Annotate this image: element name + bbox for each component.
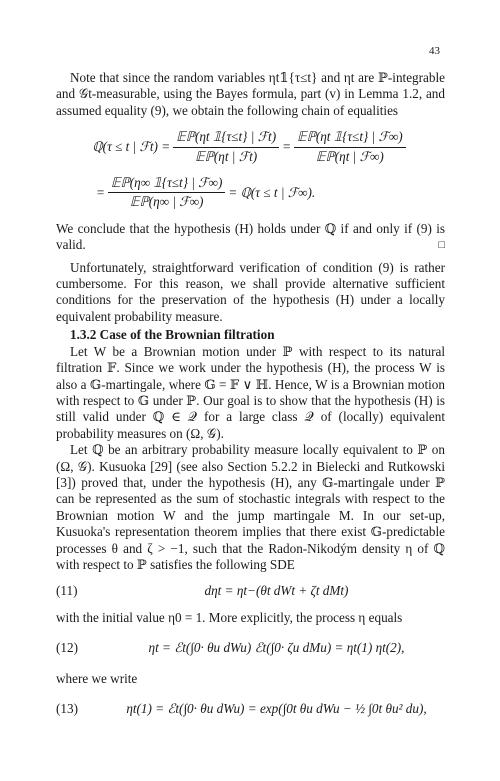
equation-body: ηt = ℰt(∫0· θu dWu) ℰt(∫0· ζu dMu) = ηt(1) ηt(2), [148, 640, 405, 656]
equation-11 [56, 583, 445, 599]
paragraph-bayes: Note that since the random variables ηt𝟙{τ≤t} and ηt are ℙ-integrable and 𝒢t-measurable, using the Bayes formula, part (v) in Lemma 1.2, and assumed equality (9), we obtain the following chain of equalities [56, 70, 445, 118]
page-body [56, 70, 445, 731]
qed-icon: □ [438, 239, 445, 252]
equation-number: (11) [56, 583, 78, 599]
equation-body: dηt = ηt−(θt dWt + ζt dMt) [204, 583, 349, 599]
fraction-denominator: 𝔼ℙ(ηt | ℱt) [195, 148, 258, 164]
paragraph-initial-value: with the initial value η0 = 1. More explicitly, the process η equals [56, 609, 403, 625]
fraction-numerator: 𝔼ℙ(ηt 𝟙{τ≤t} | ℱ∞) [294, 129, 406, 147]
eq-chain-fraction-2 [294, 129, 406, 165]
equation-chain-line-2 [56, 175, 445, 211]
eq-chain-fraction-1 [173, 129, 279, 165]
eq-chain-lead: = [96, 184, 105, 200]
paragraph-brownian: Let W be a Brownian motion under ℙ with respect to its natural filtration 𝔽. Since we work under the hypothesis (H), the process W is also a 𝔾-martingale, where 𝔾 = 𝔽 ∨ ℍ. Hence, W is a Brownian motion with respect to 𝔾 under ℙ. Our goal is to show that the hypothesis (H) is still valid under ℚ ∈ 𝒬 for a large class 𝒬 of (locally) equivalent probability measures on (Ω, 𝒢). [56, 343, 445, 441]
page-number: 43 [429, 45, 440, 57]
paragraph-alternative-conditions: Unfortunately, straightforward verification of condition (9) is rather cumbersome. For this reason, we shall provide alternative sufficient conditions for the preservation of the hypothesis (H) under a locally equivalent probability measure. [56, 259, 445, 324]
eq-chain-fraction-3 [108, 175, 225, 211]
equation-number: (12) [56, 640, 78, 656]
fraction-numerator: 𝔼ℙ(ηt 𝟙{τ≤t} | ℱt) [173, 129, 279, 147]
conclusion-text: We conclude that the hypothesis (H) holds under ℚ if and only if (9) is valid. [56, 220, 445, 253]
equation-body: ηt(1) = ℰt(∫0· θu dWu) = exp(∫0t θu dWu − ½ ∫0t θu² du), [126, 701, 427, 716]
equation-number: (13) [56, 701, 78, 716]
section-title: 1.3.2 Case of the Brownian filtration [70, 327, 275, 343]
paragraph-kusuoka: Let ℚ be an arbitrary probability measure locally equivalent to ℙ on (Ω, 𝒢). Kusuoka [29] (see also Section 5.2.2 in Bielecki and Rutkowski [3]) proved that, under the hypothesis (H), any 𝔾-martingale under ℙ can be represented as the sum of stochastic integrals with respect to the Brownian motion W and the jump martingale M. In our set-up, Kusuoka's representation theorem implies that there exist 𝔾-predictable processes θ and ζ > −1, such that the Radon-Nikodým density η of ℚ with respect to ℙ satisfies the following SDE [56, 442, 445, 572]
fraction-denominator: 𝔼ℙ(ηt | ℱ∞) [315, 148, 384, 164]
equation-13 [56, 701, 445, 717]
fraction-denominator: 𝔼ℙ(η∞ | ℱ∞) [129, 194, 204, 210]
eq-chain-rhs: = ℚ(τ ≤ t | ℱ∞). [228, 184, 316, 200]
eq-chain-equals: = [282, 138, 291, 154]
paragraph-conclusion [56, 221, 445, 254]
equation-12 [56, 640, 445, 656]
equation-chain-line-1 [56, 129, 445, 165]
eq-chain-lhs: ℚ(τ ≤ t | ℱt) = [92, 138, 171, 154]
fraction-numerator: 𝔼ℙ(η∞ 𝟙{τ≤t} | ℱ∞) [108, 175, 225, 193]
paragraph-where-we-write: where we write [56, 670, 138, 686]
